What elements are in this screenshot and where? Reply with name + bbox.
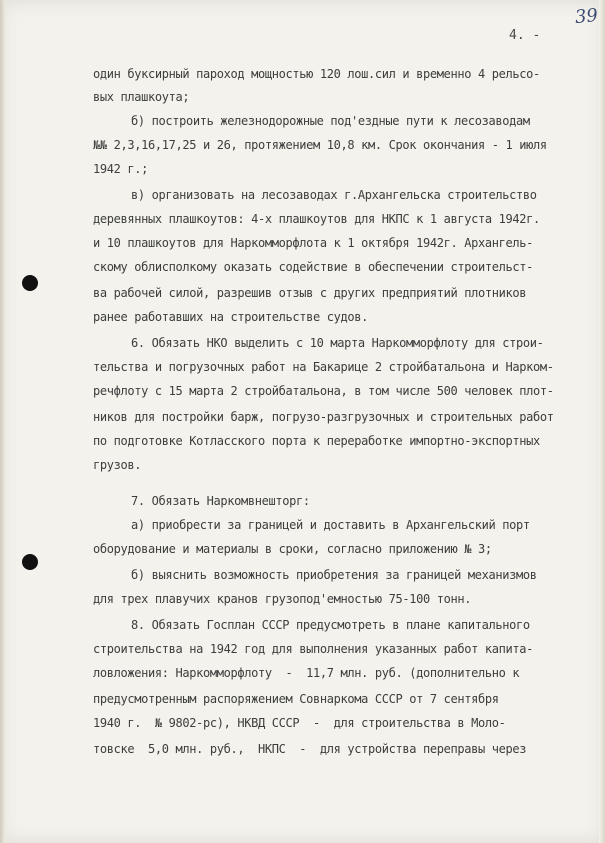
text-line: скому облисполкому оказать содействие в обеспечении строительст- bbox=[93, 260, 533, 274]
text-line: по подготовке Котласского порта к переработке импортно-экспортных bbox=[93, 434, 540, 448]
text-line: деревянных плашкоутов: 4-х плашкоутов для НКПС к 1 августа 1942г. bbox=[93, 212, 540, 226]
text-line: речфлоту с 15 марта 2 стройбатальона, в том числе 500 человек плот- bbox=[93, 384, 554, 398]
text-line: оборудование и материалы в сроки, согласно приложению № 3; bbox=[93, 542, 492, 556]
text-line: тельства и погрузочных работ на Бакарице 2 стройбатальона и Нарком- bbox=[93, 360, 554, 374]
text-line: 6. Обязать НКО выделить с 10 марта Наркомморфлоту для строи- bbox=[131, 336, 544, 350]
text-line: вых плашкоута; bbox=[93, 90, 190, 104]
folio-number: 39 bbox=[573, 4, 599, 29]
text-line: 7. Обязать Наркомвнешторг: bbox=[131, 494, 310, 508]
text-line: ранее работавших на строительстве судов. bbox=[93, 310, 368, 324]
text-line: 8. Обязать Госплан СССР предусмотреть в плане капитального bbox=[131, 618, 530, 632]
text-line: а) приобрести за границей и доставить в Архангельский порт bbox=[131, 518, 530, 532]
text-line: 1940 г. № 9802-рс), НКВД СССР - для строительства в Моло- bbox=[93, 716, 506, 730]
page-number: 4. - bbox=[509, 28, 541, 43]
text-line: 1942 г.; bbox=[93, 162, 148, 176]
text-line: б) построить железнодорожные под'ездные пути к лесозаводам bbox=[131, 114, 530, 128]
text-line: предусмотренным распоряжением Совнаркома СССР от 7 сентября bbox=[93, 692, 499, 706]
text-line: и 10 плашкоутов для Наркомморфлота к 1 октября 1942г. Архангель- bbox=[93, 236, 533, 250]
text-line: строительства на 1942 год для выполнения указанных работ капита- bbox=[93, 642, 533, 656]
text-line: грузов. bbox=[93, 458, 142, 472]
text-line: ловложения: Наркомморфлоту - 11,7 млн. руб. (дополнительно к bbox=[93, 666, 520, 680]
text-line: ва рабочей силой, разрешив отзыв с других предприятий плотников bbox=[93, 286, 527, 300]
text-line: один буксирный пароход мощностью 120 лош.сил и временно 4 рельсо- bbox=[93, 67, 540, 81]
text-line: в) организовать на лесозаводах г.Архангельска строительство bbox=[131, 188, 537, 202]
text-line: товске 5,0 млн. руб., НКПС - для устройства переправы через bbox=[93, 742, 527, 756]
text-line: ников для постройки барж, погрузо-разгрузочных и строительных работ bbox=[93, 410, 554, 424]
text-line: б) выяснить возможность приобретения за границей механизмов bbox=[131, 568, 537, 582]
text-line: №№ 2,3,16,17,25 и 26, протяжением 10,8 км. Срок окончания - 1 июля bbox=[93, 138, 547, 152]
text-line: для трех плавучих кранов грузопод'емностью 75-100 тонн. bbox=[93, 592, 472, 606]
